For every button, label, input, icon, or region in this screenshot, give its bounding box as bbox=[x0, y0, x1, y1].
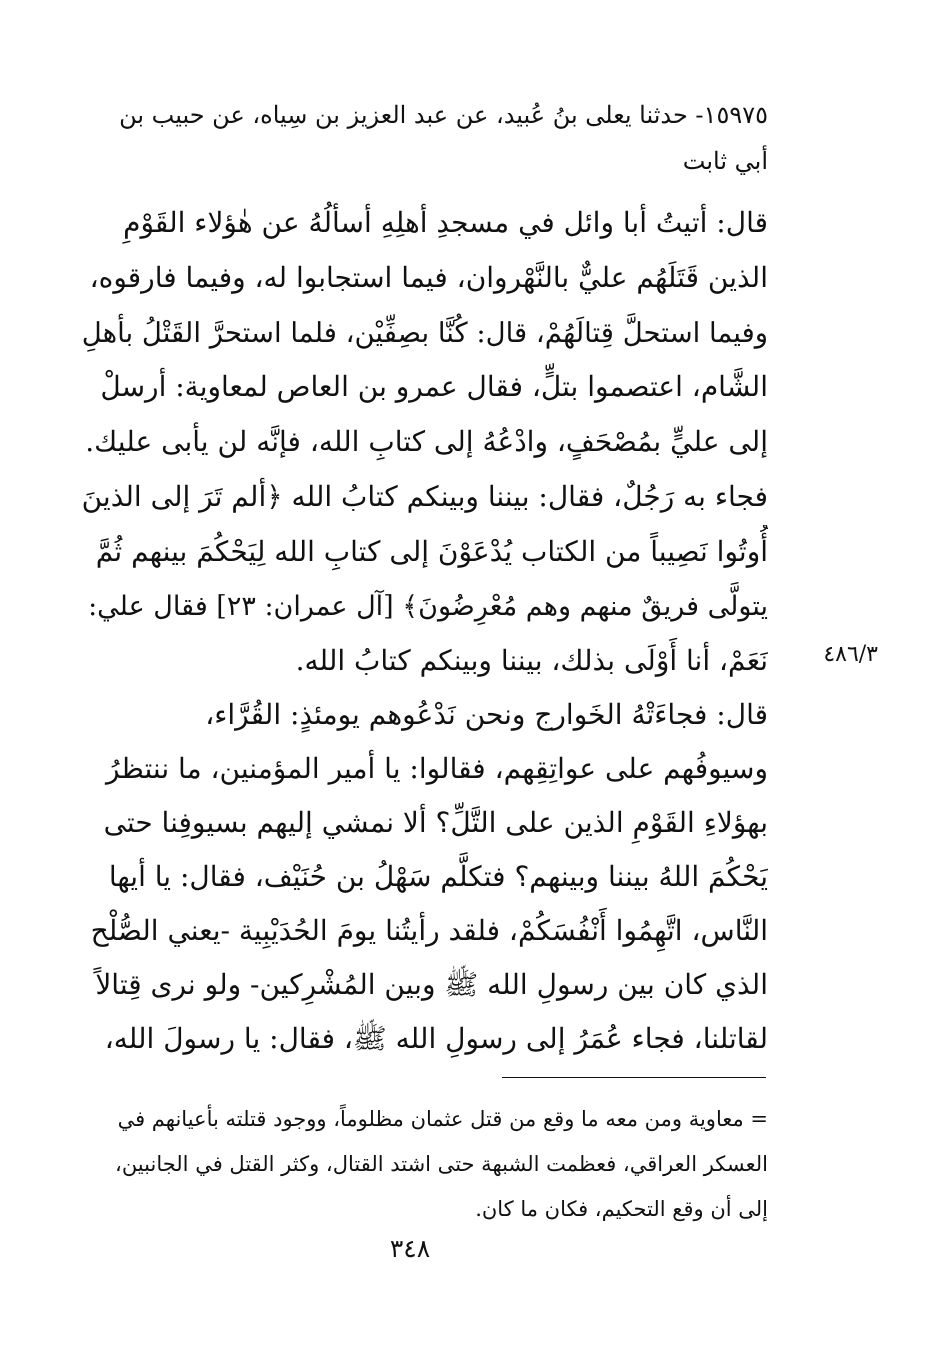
paragraph-2 bbox=[78, 688, 768, 1066]
paragraph-1 bbox=[78, 196, 768, 689]
paragraph-line: بهؤلاءِ القَوْمِ الذين على التَّلِّ؟ ألا نمشي إليهم بسيوفِنا حتى bbox=[103, 806, 768, 839]
paragraph-line: وسيوفُهم على عواتِقِهم، فقالوا: يا أمير المؤمنين، ما ننتظرُ bbox=[106, 752, 768, 785]
footnote-divider bbox=[502, 1077, 766, 1078]
footnote-line: = معاوية ومن معه ما وقع من قتل عثمان مظلوماً، ووجود قتلته بأعيانهم في bbox=[117, 1107, 768, 1131]
hadith-header-line: أبي ثابت bbox=[682, 147, 768, 175]
paragraph-line: لقاتلنا، فجاء عُمَرُ إلى رسولِ الله ﷺ، فقال: يا رسولَ الله، bbox=[104, 1022, 768, 1055]
paragraph-line: أُوتُوا نَصِيباً من الكتاب يُدْعَوْنَ إلى كتابِ الله لِيَحْكُمَ بينهم ثُمَّ bbox=[95, 534, 768, 568]
paragraph-line: النَّاس، اتَّهِمُوا أَنْفُسَكُمْ، فلقد رأيتُنا يومَ الحُدَيْبِية -يعني الصُّلْح bbox=[90, 914, 768, 947]
paragraph-line: يَحْكُمَ اللهُ بيننا وبينهم؟ فتكلَّم سَهْلُ بن حُنَيْف، فقال: يا أيها bbox=[108, 860, 768, 893]
paragraph-line: إلى عليٍّ بمُصْحَفٍ، وادْعُهُ إلى كتابِ الله، فإنَّه لن يأبى عليك. bbox=[85, 425, 768, 459]
footnote-line: العسكر العراقي، فعظمت الشبهة حتى اشتد القتال، وكثر القتل في الجانبين، bbox=[115, 1152, 768, 1176]
footnote bbox=[60, 1097, 768, 1232]
paragraph-line: الذي كان بين رسولِ الله ﷺ وبين المُشْرِكين- ولو نرى قِتالاً bbox=[95, 968, 768, 1001]
paragraph-line: الشَّام، اعتصموا بتلٍّ، فقال عمرو بن العاص لمعاوية: أرسلْ bbox=[100, 370, 768, 404]
paragraph-line: قال: أتيتُ أبا وائل في مسجدِ أهلِهِ أسألُهُ عن هٰؤلاء القَوْمِ bbox=[123, 206, 768, 239]
paragraph-line: قال: فجاءَتْهُ الخَوارج ونحن نَدْعُوهم يومئذٍ: القُرَّاء، bbox=[205, 698, 768, 731]
hadith-header-line: ١٥٩٧٥- حدثنا يعلى بنُ عُبيد، عن عبد العزيز بن سِياه، عن حبيب بن bbox=[119, 101, 768, 129]
paragraph-line: وفيما استحلَّ قِتالَهُمْ، قال: كُنَّا بصِفِّيْن، فلما استحرَّ القَتْلُ بأهلِ bbox=[81, 316, 768, 349]
paragraph-line: يتولَّى فريقٌ منهم وهم مُعْرِضُونَ﴾ [آل عمران: ٢٣] فقال علي: bbox=[88, 590, 768, 622]
paragraph-line: فجاء به رَجُلٌ، فقال: بيننا وبينكم كتابُ الله ﴿ألم تَرَ إلى الذينَ bbox=[81, 479, 768, 513]
footnote-line: إلى أن وقع التحكيم، فكان ما كان. bbox=[475, 1197, 768, 1221]
paragraph-line: الذين قَتَلَهُم عليٌّ بالنَّهْروان، فيما استجابوا له، وفيما فارقوه، bbox=[89, 260, 768, 294]
paragraph-line: نَعَمْ، أنا أَوْلَى بذلك، بيننا وبينكم كتابُ الله. bbox=[295, 644, 768, 678]
margin-reference: ٤٨٦/٣ bbox=[823, 642, 878, 667]
hadith-header bbox=[78, 92, 768, 184]
page-number: ٣٤٨ bbox=[389, 1234, 431, 1263]
